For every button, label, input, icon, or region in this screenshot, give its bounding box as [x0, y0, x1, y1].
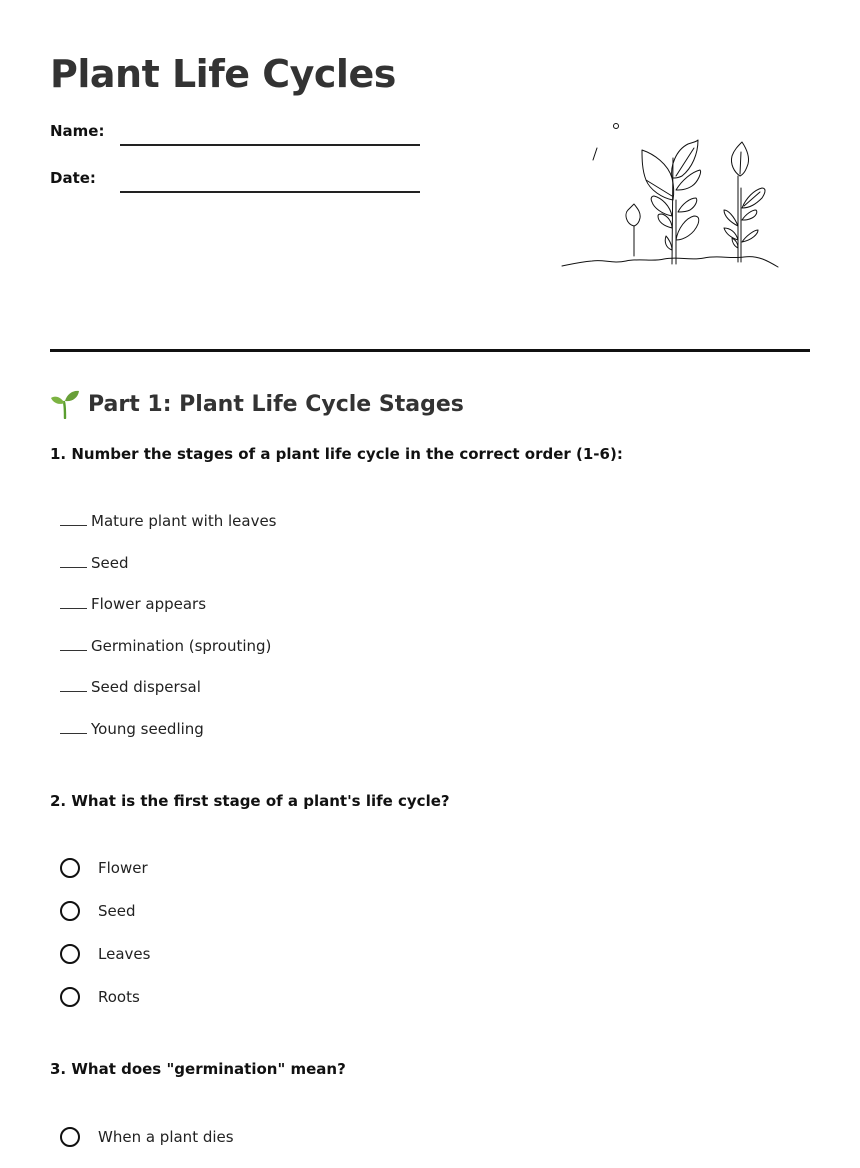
name-input-line[interactable]	[120, 144, 420, 146]
radio-button[interactable]	[60, 944, 80, 964]
order-blank[interactable]	[60, 509, 87, 526]
stage-order-list	[60, 509, 277, 759]
option-flower[interactable]	[60, 856, 150, 899]
question-1: 1. Number the stages of a plant life cycle in the correct order (1-6):	[50, 445, 623, 463]
radio-button[interactable]	[60, 858, 80, 878]
order-blank[interactable]	[60, 551, 87, 568]
date-input-line[interactable]	[120, 191, 420, 193]
stage-label: Seed dispersal	[91, 678, 201, 697]
list-item	[60, 675, 277, 717]
order-blank[interactable]	[60, 592, 87, 609]
page-title: Plant Life Cycles	[50, 52, 396, 96]
plant-growth-illustration	[560, 118, 785, 276]
date-field	[50, 165, 420, 191]
option-label: Roots	[98, 988, 140, 1006]
stage-label: Mature plant with leaves	[91, 512, 277, 530]
part1-heading	[50, 388, 464, 420]
stage-label: Young seedling	[91, 719, 204, 738]
stage-label: Germination (sprouting)	[91, 636, 272, 655]
question-2-options	[60, 856, 150, 1028]
radio-button[interactable]	[60, 1127, 80, 1147]
option-leaves[interactable]	[60, 942, 150, 985]
list-item	[60, 634, 277, 676]
list-item	[60, 717, 277, 759]
order-blank[interactable]	[60, 634, 87, 651]
order-blank[interactable]	[60, 675, 87, 692]
sprout-icon	[50, 389, 80, 419]
option-label: Leaves	[98, 945, 151, 963]
question-3-options	[60, 1125, 234, 1168]
question-3: 3. What does "germination" mean?	[50, 1060, 346, 1078]
question-2: 2. What is the first stage of a plant's life cycle?	[50, 792, 450, 810]
section-divider	[50, 349, 810, 352]
list-item	[60, 551, 277, 593]
order-blank[interactable]	[60, 717, 87, 734]
option-plant-dies[interactable]	[60, 1125, 234, 1168]
option-seed[interactable]	[60, 899, 150, 942]
radio-button[interactable]	[60, 901, 80, 921]
date-label: Date:	[50, 169, 96, 187]
name-field	[50, 118, 420, 144]
part1-title: Part 1: Plant Life Cycle Stages	[88, 391, 464, 417]
option-label: Seed	[98, 902, 136, 920]
radio-button[interactable]	[60, 987, 80, 1007]
list-item	[60, 592, 277, 634]
stage-label: Seed	[91, 553, 129, 572]
name-label: Name:	[50, 122, 105, 140]
list-item	[60, 509, 277, 551]
option-label: When a plant dies	[98, 1128, 234, 1146]
option-roots[interactable]	[60, 985, 150, 1028]
stage-label: Flower appears	[91, 595, 207, 614]
option-label: Flower	[98, 859, 148, 877]
worksheet-page	[50, 0, 810, 1161]
